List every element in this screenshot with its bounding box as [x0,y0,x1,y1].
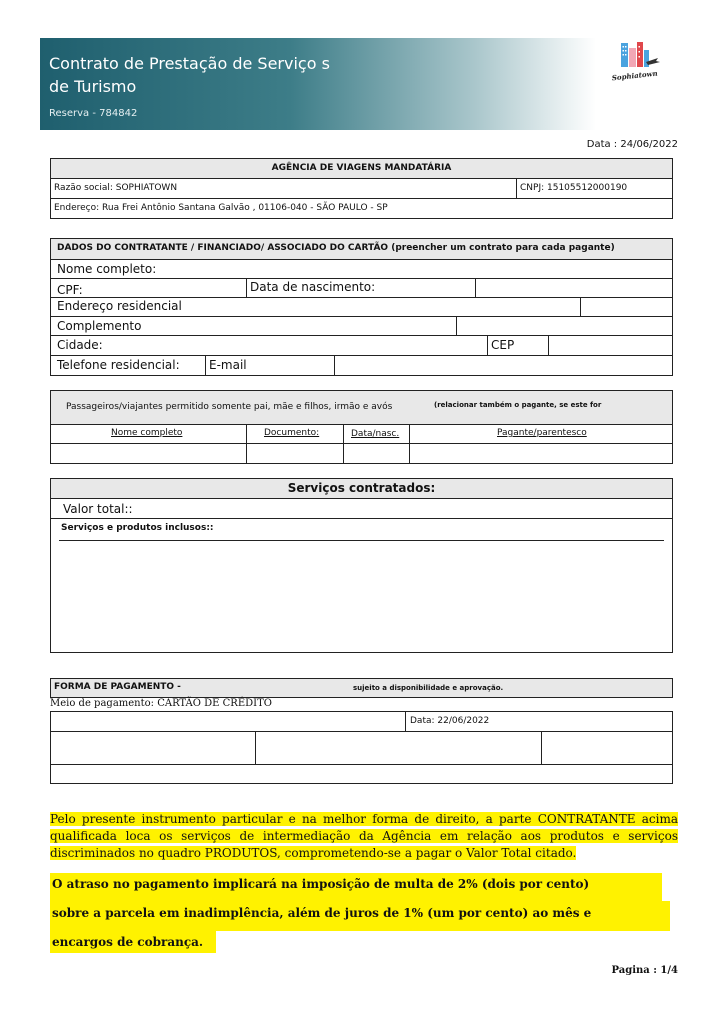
contratante-title: DADOS DO CONTRATANTE / FINANCIADO/ ASSOCIADO DO CARTÃO (preencher um contrato para cada pagante) [57,243,615,253]
reserva-number: Reserva - 784842 [49,108,138,119]
col-nome: Nome completo [111,428,183,438]
cidade-field[interactable]: Cidade: [57,338,103,352]
pagamento-table [50,711,673,784]
sophiatown-logo [608,40,662,84]
col-data-nasc: Data/nasc. [351,429,400,439]
cpf-field[interactable]: CPF: [57,283,83,297]
col-documento: Documento: [264,428,320,438]
servicos-section [50,478,673,653]
valor-total: Valor total:: [63,502,133,516]
inclusos-divider [59,540,664,541]
servicos-title: Serviços contratados: [287,481,436,495]
passageiros-section [50,390,673,464]
passageiros-note: (relacionar também o pagante, se este for [434,401,602,409]
servicos-inclusos: Serviços e produtos inclusos:: [61,523,214,533]
col-pagante: Pagante/parentesco [497,428,587,438]
cep-field[interactable]: CEP [491,338,515,352]
nascimento-field[interactable]: Data de nascimento: [250,280,376,294]
clausula-2-line-3: encargos de cobrança. [52,935,204,949]
endereco-field[interactable]: Endereço residencial [57,299,182,313]
telefone-field[interactable]: Telefone residencial: [57,358,180,372]
clausula-2-line-2: sobre a parcela em inadimplência, além de juros de 1% (um por cento) ao mês e [52,906,592,920]
clausula-1: Pelo presente instrumento particular e na melhor forma de direito, a parte CONTRATANTE acima qualificada loca os serviços de intermediação da Agência em relação aos produtos e serviços discriminados no quadro PRODUTOS, comprometendo-se a pagar o Valor Total citado. [50,812,678,860]
pagamento-data: Data: 22/06/2022 [410,716,490,726]
document-title: Contrato de Prestação de Serviço s de Turismo [49,54,330,96]
razao-social: Razão social: SOPHIATOWN [54,183,178,193]
logo-text: Sophiatown [611,68,659,83]
agencia-endereco: Endereço: Rua Frei Antônio Santana Galvão , 01106-040 - SÃO PAULO - SP [54,203,388,213]
cnpj: CNPJ: 15105512000190 [520,183,628,193]
passageiros-title: Passageiros/viajantes permitido somente pai, mãe e filhos, irmão e avós [66,402,393,412]
nome-completo-field[interactable]: Nome completo: [57,262,157,276]
contract-date: Data : 24/06/2022 [586,139,678,150]
agencia-section [50,158,673,219]
agencia-title: AGÊNCIA DE VIAGENS MANDATÁRIA [271,163,452,173]
email-field[interactable]: E-mail [209,358,247,372]
clausula-2-line-1: O atraso no pagamento implicará na imposição de multa de 2% (dois por cento) [52,877,590,891]
pagamento-title: FORMA DE PAGAMENTO - [54,682,181,692]
meio-pagamento: Meio de pagamento: CARTÃO DE CRÉDITO [50,698,272,709]
contratante-section [50,238,673,376]
pagamento-header [50,678,673,698]
page-number: Pagina : 1/4 [611,965,678,976]
complemento-field[interactable]: Complemento [57,319,142,333]
pagamento-note: sujeito a disponibilidade e aprovação. [353,684,504,692]
